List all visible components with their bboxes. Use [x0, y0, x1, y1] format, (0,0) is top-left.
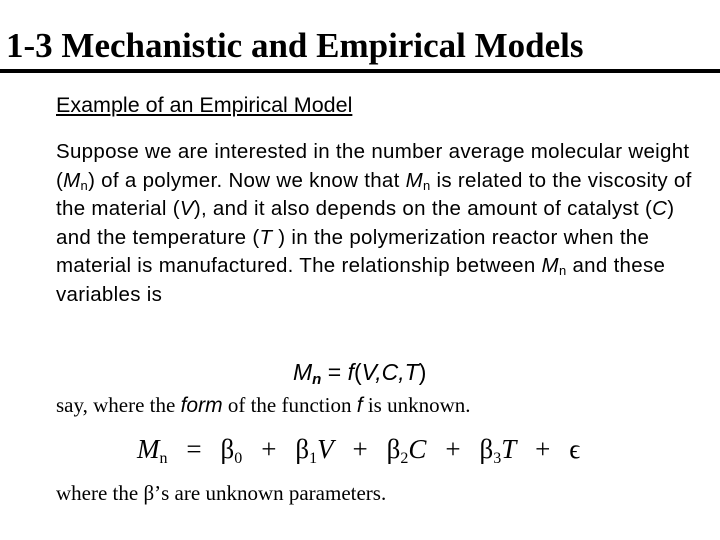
f-symbol: f: [356, 394, 363, 417]
function-equation: [293, 358, 426, 386]
paragraph-text: ) of a polymer. Now we know that: [88, 168, 406, 192]
eq-open-paren: (: [353, 359, 362, 385]
description-paragraph: [56, 138, 706, 309]
eq2-mn: M: [137, 434, 160, 464]
eq2-epsilon: ϵ: [569, 434, 581, 464]
eq2-beta0: β: [220, 434, 235, 464]
eq2-plus: +: [535, 434, 551, 464]
eq2-beta3-subscript: 3: [493, 450, 502, 467]
eq2-c: C: [408, 434, 427, 464]
t-symbol: T: [259, 225, 279, 249]
eq-close-paren: ): [418, 359, 427, 385]
say-text: say, where the: [56, 393, 181, 417]
eq2-beta2-subscript: 2: [400, 450, 409, 467]
eq2-beta1-subscript: 1: [309, 450, 318, 467]
mn-subscript: n: [558, 263, 567, 278]
title-divider: [0, 69, 720, 73]
eq2-plus: +: [261, 434, 277, 464]
mn-subscript: n: [80, 177, 89, 193]
form-word: form: [180, 394, 223, 417]
say-line: [56, 392, 471, 419]
eq2-mn-subscript: n: [159, 450, 168, 467]
say-text: of the function: [222, 393, 357, 417]
eq2-beta1: β: [295, 434, 310, 464]
eq2-beta3: β: [479, 434, 494, 464]
v-symbol: V: [179, 197, 194, 220]
slide-title: 1-3 Mechanistic and Empirical Models: [6, 26, 584, 65]
linear-model-equation: [137, 432, 580, 466]
eq2-t: T: [501, 434, 517, 464]
mn-subscript: n: [422, 177, 431, 193]
paragraph-text: Suppose we are interested in the number average molecular weight (: [56, 140, 690, 192]
eq2-beta0-subscript: 0: [234, 450, 243, 467]
eq-function: f: [347, 359, 354, 385]
eq2-beta2: β: [386, 434, 401, 464]
eq-equals: =: [321, 359, 348, 385]
example-subtitle: Example of an Empirical Model: [56, 93, 353, 117]
say-text: is unknown.: [362, 393, 471, 417]
eq2-plus: +: [445, 434, 461, 464]
eq2-v: V: [317, 434, 334, 464]
paragraph-text: is related to the viscosity of the material (: [56, 168, 692, 220]
paragraph-text: ), and it also depends on the amount of catalyst (: [193, 197, 653, 220]
eq2-equals: =: [186, 434, 202, 464]
where-line: where the β’s are unknown parameters.: [56, 481, 387, 505]
paragraph-text: and these variables is: [56, 254, 666, 306]
mn-symbol: M: [63, 168, 81, 192]
eq2-plus: +: [352, 434, 368, 464]
eq-arguments: V,C,T: [361, 359, 419, 385]
mn-symbol: M: [541, 254, 559, 277]
mn-symbol: M: [405, 168, 423, 192]
c-symbol: C: [652, 197, 668, 220]
paragraph-text: ) and the temperature (: [56, 197, 675, 249]
paragraph-text: ) in the polymerization reactor when the material is manufactured. The relationship between: [56, 225, 650, 277]
eq-mn: M: [293, 359, 313, 385]
eq-mn-subscript: n: [312, 371, 322, 388]
